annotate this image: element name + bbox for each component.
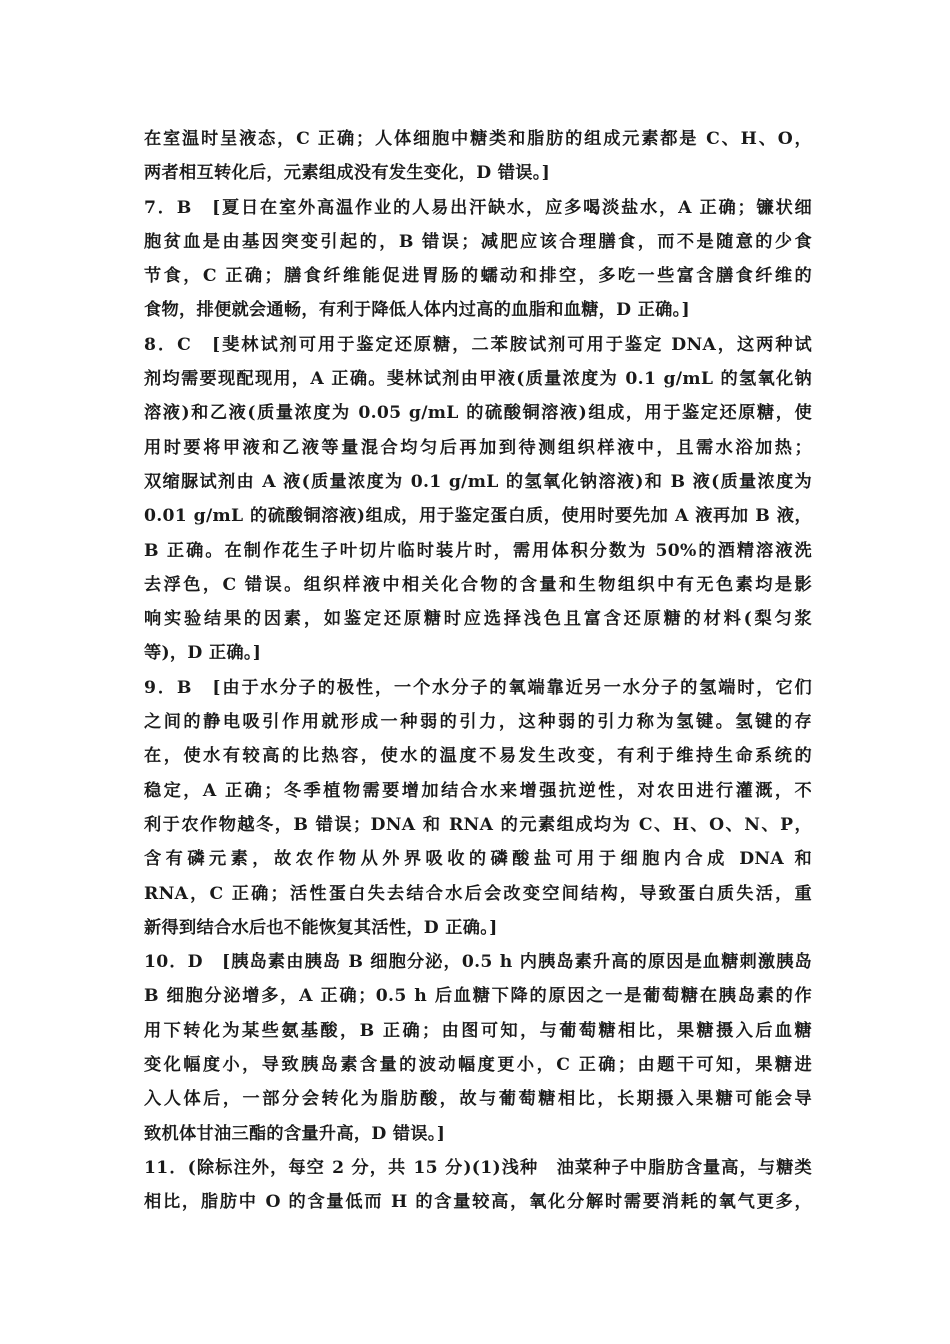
text-line: 0.01 g/mL 的硫酸铜溶液)组成，用于鉴定蛋白质，使用时要先加 A 液再加 B 液，: [144, 506, 812, 527]
text-line: B 细胞分泌增多，A 正确；0.5 h 后血糖下降的原因之一是葡萄糖在胰岛素的作: [144, 986, 812, 1007]
text-line: 节食，C 正确；膳食纤维能促进胃肠的蠕动和排空，多吃一些富含膳食纤维的: [144, 266, 812, 287]
text-line: 含有磷元素，故农作物从外界吸收的磷酸盐可用于细胞内合成 DNA 和: [144, 849, 812, 870]
text-line: 双缩脲试剂由 A 液(质量浓度为 0.1 g/mL 的氢氧化钠溶液)和 B 液(质量浓度为: [144, 471, 812, 492]
text-line: 食物，排便就会通畅，有利于降低人体内过高的血脂和血糖，D 正确。]: [144, 300, 690, 321]
text-line: 10．D [胰岛素由胰岛 B 细胞分泌，0.5 h 内胰岛素升高的原因是血糖刺激胰岛: [144, 952, 812, 973]
answer-text-block: [144, 122, 812, 1220]
text-line: 致机体甘油三酯的含量升高，D 错误。]: [144, 1123, 446, 1144]
text-line: 8．C [斐林试剂可用于鉴定还原糖，二苯胺试剂可用于鉴定 DNA，这两种试: [144, 334, 812, 355]
text-line: 入人体后，一部分会转化为脂肪酸，故与葡萄糖相比，长期摄入果糖可能会导: [144, 1089, 812, 1110]
text-line: 利于农作物越冬，B 错误；DNA 和 RNA 的元素组成均为 C、H、O、N、P，: [144, 814, 812, 835]
text-line: 7．B [夏日在室外高温作业的人易出汗缺水，应多喝淡盐水，A 正确；镰状细: [144, 197, 812, 218]
text-line: 9．B [由于水分子的极性，一个水分子的氧端靠近另一水分子的氢端时，它们: [144, 677, 812, 698]
text-line: 稳定，A 正确；冬季植物需要增加结合水来增强抗逆性，对农田进行灌溉，不: [144, 780, 812, 801]
text-line: B 正确。在制作花生子叶切片临时装片时，需用体积分数为 50%的酒精溶液洗: [144, 540, 812, 561]
text-line: 两者相互转化后，元素组成没有发生变化，D 错误。]: [144, 163, 551, 184]
text-line: 变化幅度小，导致胰岛素含量的波动幅度更小，C 正确；由题干可知，果糖进: [144, 1055, 812, 1076]
text-line: 11．(除标注外，每空 2 分，共 15 分)(1)浅种 油菜种子中脂肪含量高，与糖类: [144, 1157, 812, 1178]
text-line: 相比，脂肪中 O 的含量低而 H 的含量较高，氧化分解时需要消耗的氧气更多，: [144, 1192, 812, 1213]
text-line: 之间的静电吸引作用就形成一种弱的引力，这种弱的引力称为氢键。氢键的存: [144, 712, 812, 733]
text-line: 剂均需要现配现用，A 正确。斐林试剂由甲液(质量浓度为 0.1 g/mL 的氢氧化钠: [144, 369, 812, 390]
text-line: 响实验结果的因素，如鉴定还原糖时应选择浅色且富含还原糖的材料(梨匀浆: [144, 609, 812, 630]
text-line: 在室温时呈液态，C 正确；人体细胞中糖类和脂肪的组成元素都是 C、H、O，: [144, 129, 812, 149]
text-line: 去浮色，C 错误。组织样液中相关化合物的含量和生物组织中有无色素均是影: [144, 574, 812, 595]
text-line: 用下转化为某些氨基酸，B 正确；由图可知，与葡萄糖相比，果糖摄入后血糖: [144, 1020, 812, 1041]
text-line: 用时要将甲液和乙液等量混合均匀后再加到待测组织样液中，且需水浴加热；: [144, 437, 812, 458]
text-line: 新得到结合水后也不能恢复其活性，D 正确。]: [144, 917, 498, 938]
text-line: 在，使水有较高的比热容，使水的温度不易发生改变，有利于维持生命系统的: [144, 746, 812, 767]
text-line: RNA，C 正确；活性蛋白失去结合水后会改变空间结构，导致蛋白质失活，重: [144, 883, 812, 904]
text-line: 溶液)和乙液(质量浓度为 0.05 g/mL 的硫酸铜溶液)组成，用于鉴定还原糖，使: [144, 403, 812, 424]
text-line: 等)，D 正确。]: [144, 643, 262, 664]
text-line: 胞贫血是由基因突变引起的，B 错误；减肥应该合理膳食，而不是随意的少食: [144, 231, 812, 252]
